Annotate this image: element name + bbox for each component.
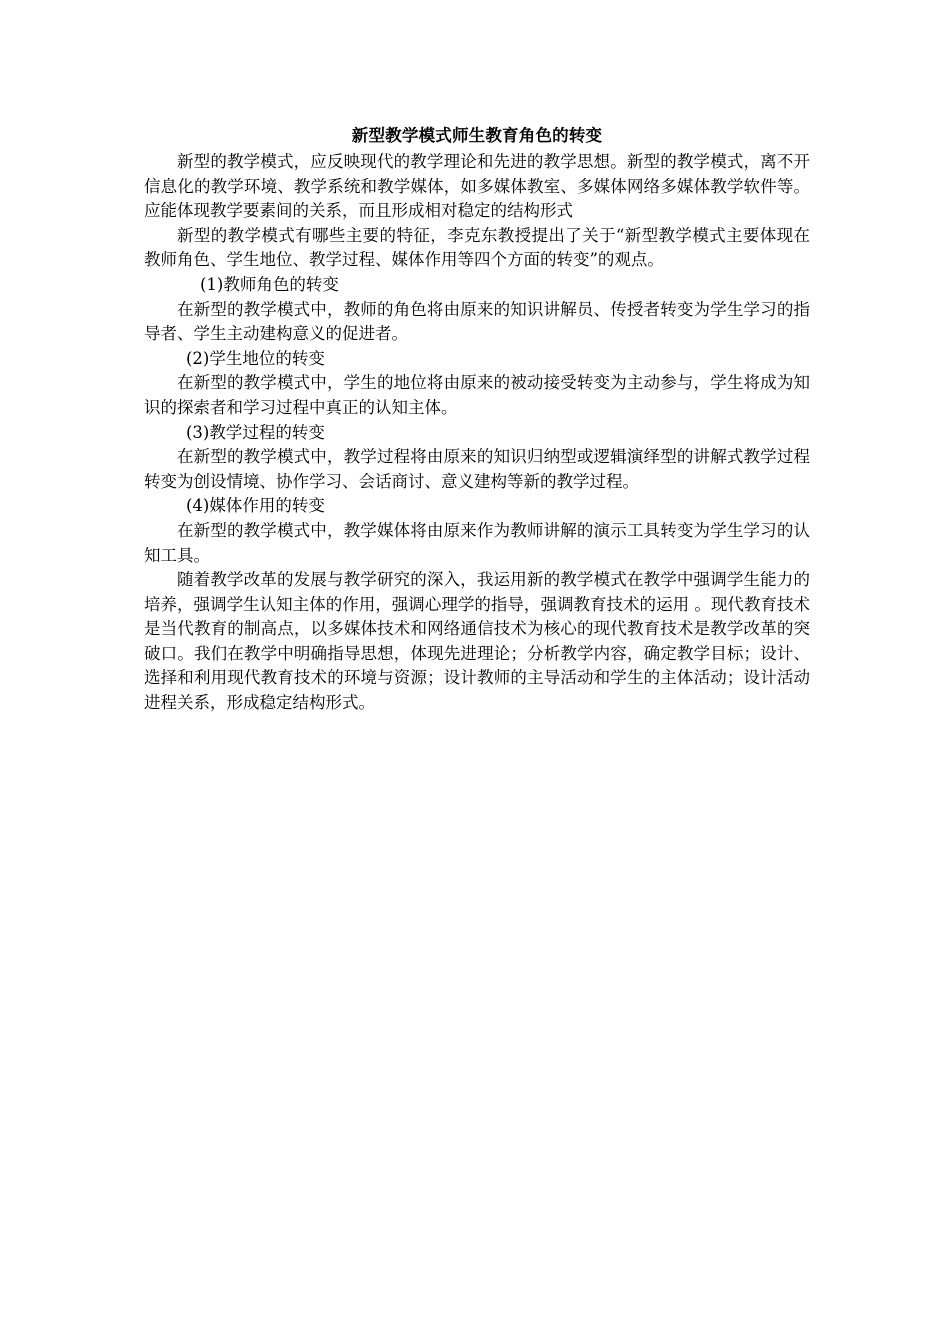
intro-paragraph: 新型的教学模式，应反映现代的教学理论和先进的教学思想。新型的教学模式，离不开信息化的教学环境、教学系统和教学媒体，如多媒体教室、多媒体网络多媒体教学软件等。应能体现教学要素间的关系，而且形成相对稳定的结构形式 <box>144 152 810 221</box>
section-heading-media-role: (4)媒体作用的转变 <box>186 496 325 516</box>
section-heading-teacher-role: (1)教师角色的转变 <box>200 274 339 294</box>
document-title: 新型教学模式师生教育角色的转变 <box>351 126 603 145</box>
section-heading-teaching-process: (3)教学过程的转变 <box>186 422 325 442</box>
conclusion-paragraph: 随着教学改革的发展与教学研究的深入，我运用新的教学模式在教学中强调学生能力的培养，强调学生认知主体的作用，强调心理学的指导，强调教育技术的运用 。现代教育技术是当代教育的制高点，以多媒体技术和网络通信技术为核心的现代教育技术是教学改革的突破口。我们在教学中明确指导思想，体现先进理论；分析教学内容，确定教学目标；设计、选择和利用现代教育技术的环境与资源；设计教师的主导活动和学生的主体活动；设计活动进程关系，形成稳定结构形式。 <box>144 570 810 713</box>
section-heading-student-status: (2)学生地位的转变 <box>186 348 325 368</box>
section-body-student-status: 在新型的教学模式中，学生的地位将由原来的被动接受转变为主动参与，学生将成为知识的探索者和学习过程中真正的认知主体。 <box>144 373 810 417</box>
features-paragraph: 新型的教学模式有哪些主要的特征，李克东教授提出了关于“新型教学模式主要体现在教师角色、学生地位、教学过程、媒体作用等四个方面的转变”的观点。 <box>144 225 810 270</box>
section-body-teacher-role: 在新型的教学模式中，教师的角色将由原来的知识讲解员、传授者转变为学生学习的指导者、学生主动建构意义的促进者。 <box>144 299 810 344</box>
section-body-teaching-process: 在新型的教学模式中，教学过程将由原来的知识归纳型或逻辑演绎型的讲解式教学过程转变为创设情境、协作学习、会话商讨、意义建构等新的教学过程。 <box>144 447 810 491</box>
section-body-media-role: 在新型的教学模式中，教学媒体将由原来作为教师讲解的演示工具转变为学生学习的认知工具。 <box>144 520 810 565</box>
document-page <box>144 122 810 716</box>
